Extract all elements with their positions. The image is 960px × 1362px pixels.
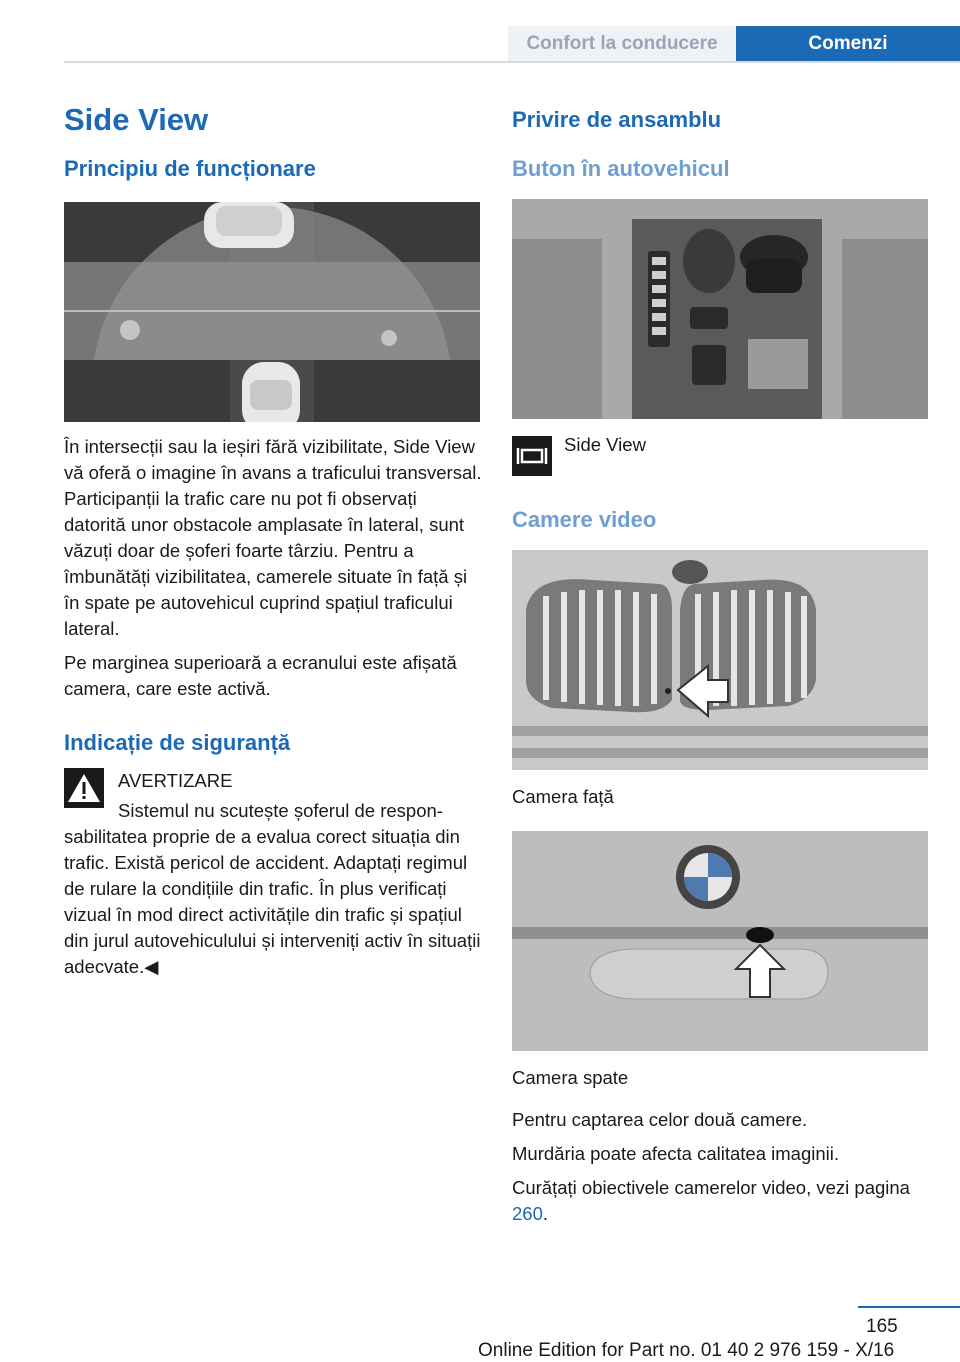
subtitle-principle: Principiu de funcționare — [64, 156, 316, 181]
clean-paragraph — [512, 1175, 930, 1227]
button-heading: Buton în autovehicul — [512, 156, 730, 181]
intersection-drawing — [64, 202, 480, 422]
warning-text: Sistemul nu scutește șoferul de responsabilitatea proprie de a evalua corect situația din trafic. Există pericol de accident. Adaptați regimul de rulare la condițiile din trafic. În plus verificați vizual în mod direct activitățile din trafic și spațiul din jurul autovehiculului și interveniți activ în situații adecvate.◀ — [64, 800, 481, 977]
safety-heading: Indicație de siguranță — [64, 730, 291, 755]
rear-camera-photo — [512, 831, 928, 1051]
intersection-illustration — [64, 202, 480, 422]
capture-paragraph: Pentru captarea celor două camere. — [512, 1109, 808, 1130]
header-rule — [64, 61, 960, 63]
console-drawing — [512, 199, 928, 419]
front-camera-photo — [512, 550, 928, 770]
front-grille-drawing — [512, 550, 928, 770]
warning-block — [64, 768, 482, 980]
clean-text-end: . — [542, 1203, 549, 1224]
warning-triangle-icon — [64, 768, 104, 808]
camera-indicator-paragraph: Pe marginea superioară a ecranului este afișată camera, care este activă. — [64, 652, 457, 699]
page-link[interactable]: 260 — [512, 1203, 543, 1224]
clean-text: Curățați obiectivele camerelor video, vezi pagina — [512, 1177, 910, 1198]
warning-label: AVERTIZARE — [118, 770, 233, 791]
left-column — [64, 96, 482, 980]
cameras-heading: Camere video — [512, 507, 657, 532]
rear-trunk-drawing — [512, 831, 928, 1051]
front-camera-caption: Camera față — [512, 786, 614, 807]
rear-camera-caption: Camera spate — [512, 1067, 629, 1088]
side-view-icon[interactable] — [512, 436, 552, 476]
page-title: Side View — [64, 102, 209, 137]
overview-heading: Privire de ansamblu — [512, 107, 722, 132]
header-section-tab[interactable]: Confort la conducere — [508, 26, 736, 61]
edition-text: Online Edition for Part no. 01 40 2 976 159 - X/16 — [478, 1340, 895, 1361]
dirt-paragraph: Murdăria poate afecta calitatea imaginii. — [512, 1143, 840, 1164]
page-number: 165 — [866, 1316, 898, 1337]
console-photo — [512, 199, 928, 419]
intro-paragraph: În intersecții sau la ieșiri fără vizibilitate, Side View vă oferă o imagine în avans a traficului transversal. Participanții la trafic care nu pot fi observați datorită unor obstacole amplasate în lateral, sunt văzuți doar de șoferi foarte târziu. Pentru a îmbunătăți vizibilitatea, camerele situate în față și în spate pe autovehicul cuprind spațiul traficului lateral. — [64, 436, 482, 639]
header-chapter-tab[interactable]: Comenzi — [736, 26, 960, 61]
right-column — [512, 96, 930, 1227]
side-view-label: Side View — [564, 434, 646, 455]
footer-rule — [858, 1306, 960, 1308]
side-view-button-row — [512, 436, 930, 478]
